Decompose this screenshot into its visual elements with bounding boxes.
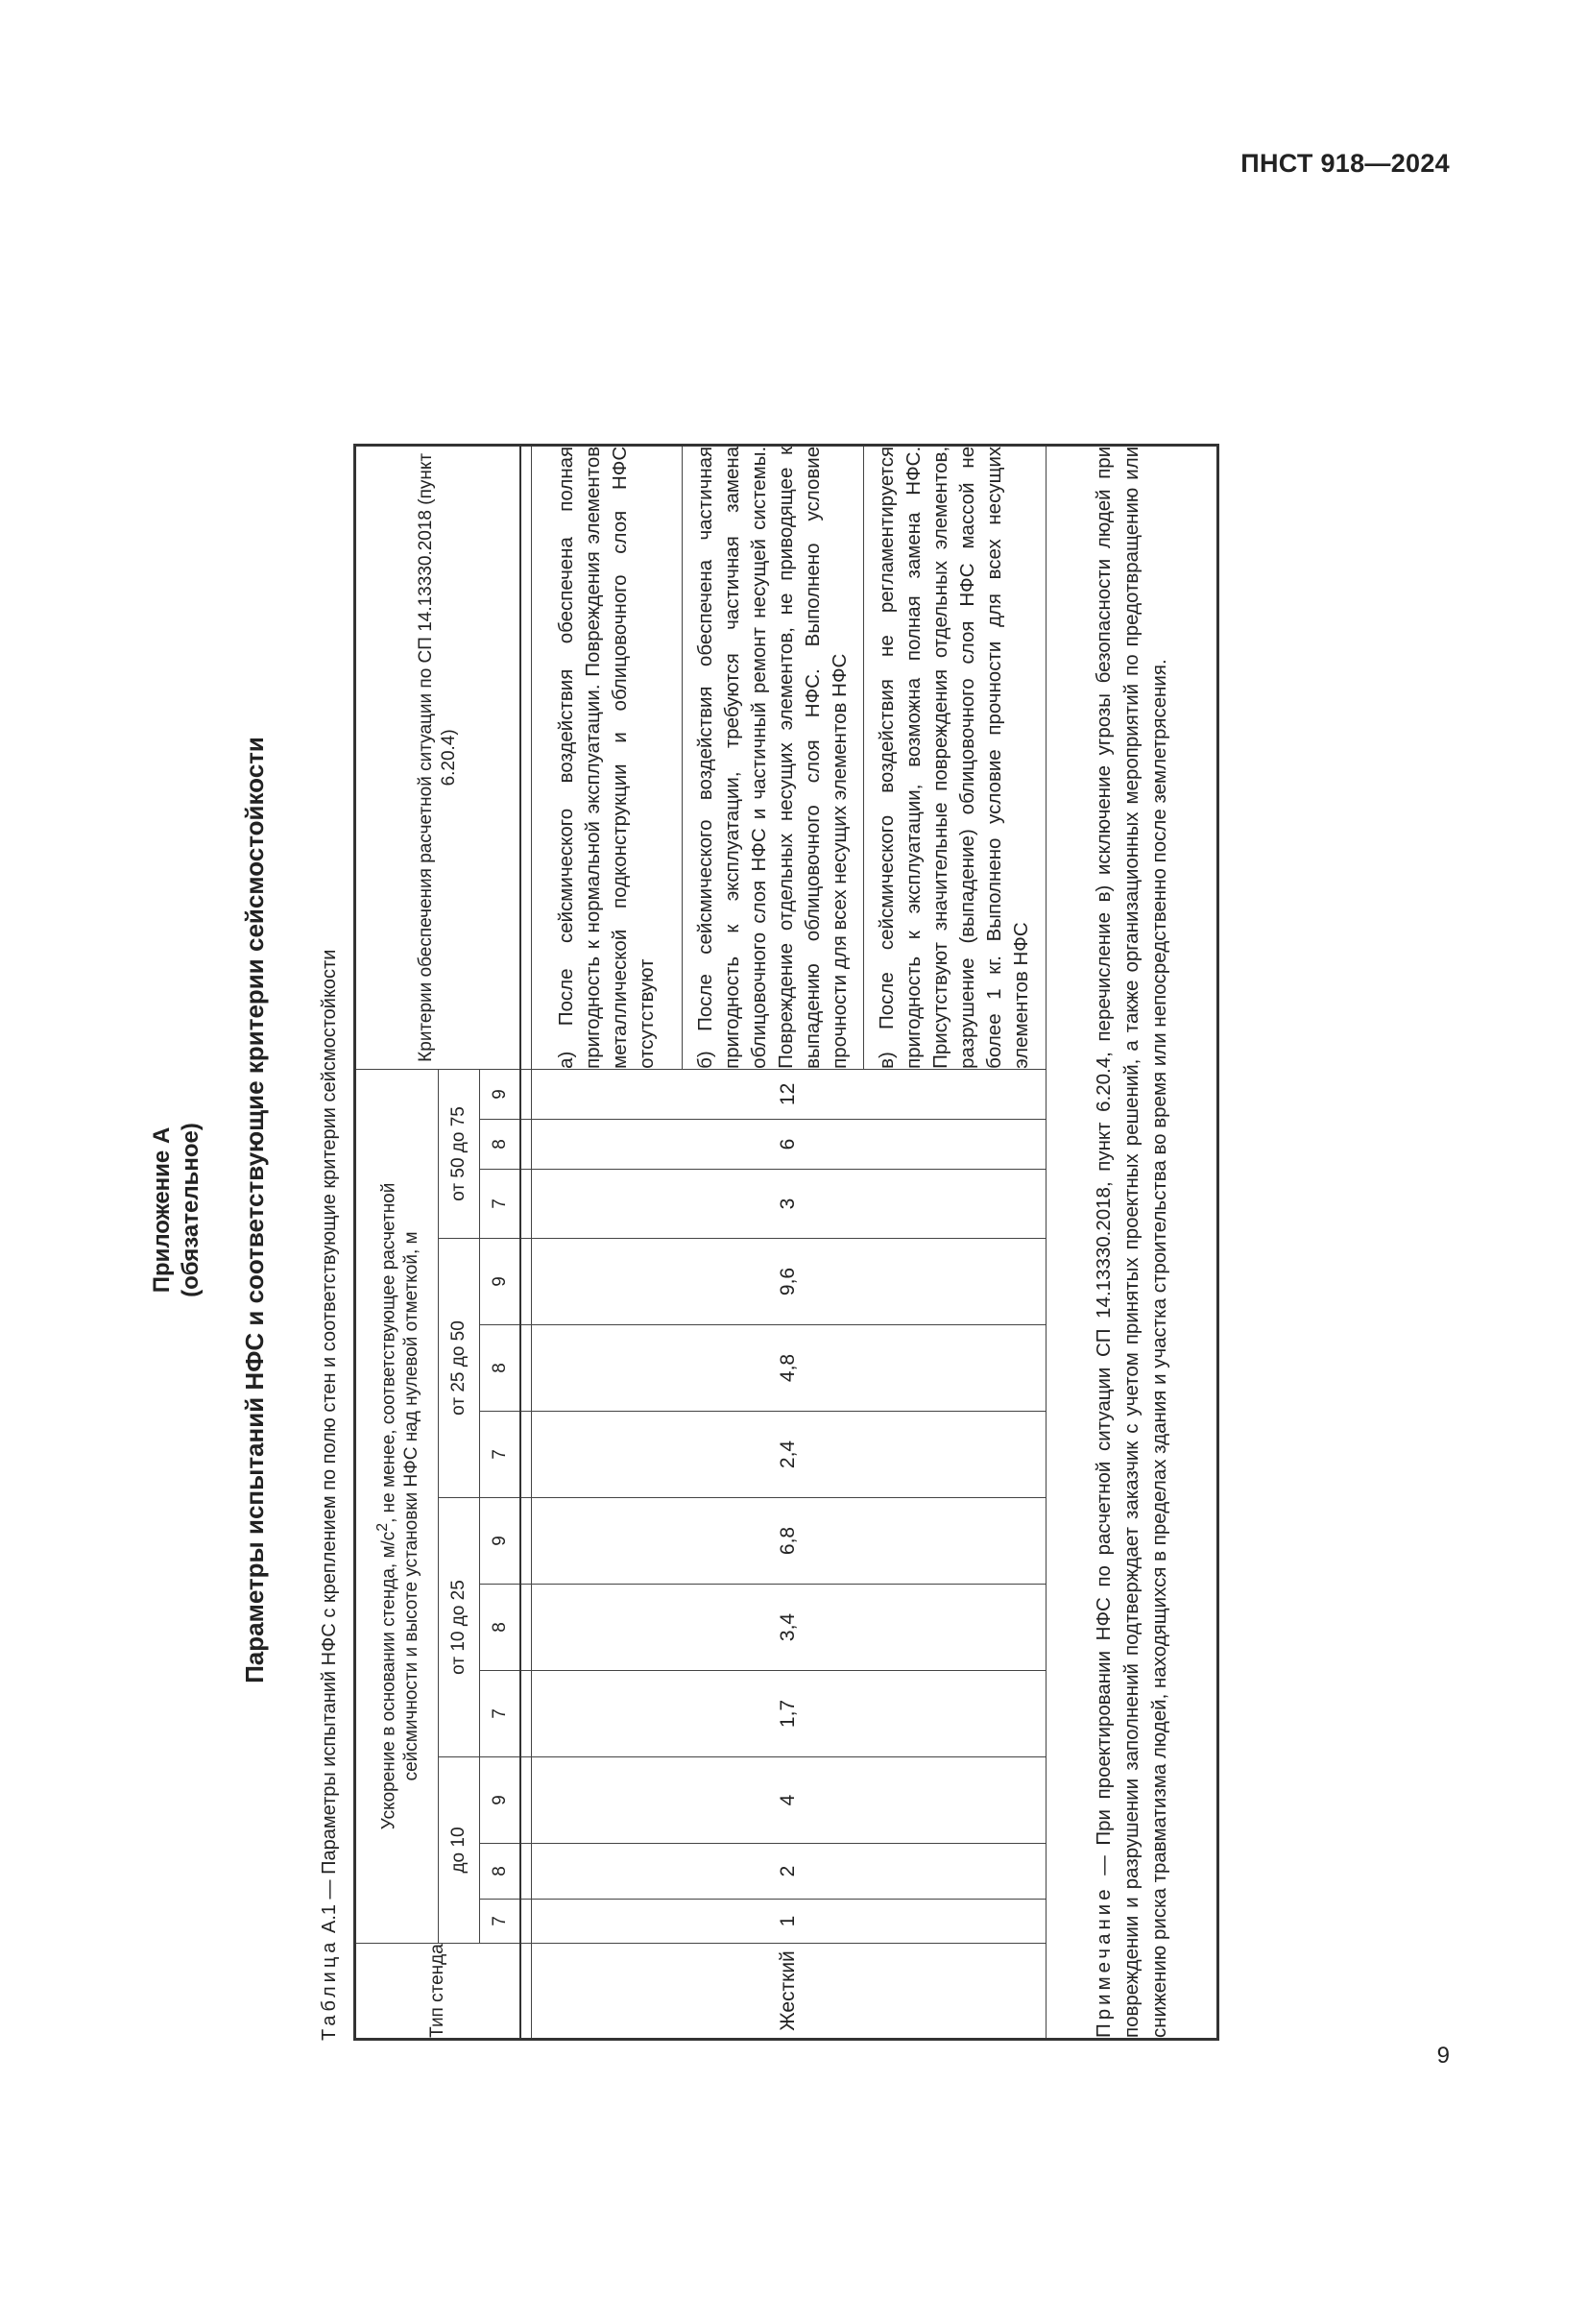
intensity-label: 9 [480, 1757, 521, 1844]
stand-type-cell: Жесткий [531, 1944, 1046, 2040]
intensity-label: 9 [480, 1239, 521, 1325]
table-note [1046, 445, 1217, 2039]
caption-prefix: Таблица [319, 1938, 340, 2041]
header-stand-type: Тип стенда [355, 1944, 521, 2040]
intensity-label: 7 [480, 1900, 521, 1944]
caption-text: А.1 — Параметры испытаний НФС с креплением по полю стен и соответствующие критерии сейсмостойкости [319, 949, 340, 1934]
acceleration-value: 6 [531, 1120, 1046, 1170]
page-number: 9 [1436, 2043, 1450, 2069]
acceleration-value: 2,4 [531, 1412, 1046, 1498]
acceleration-value: 1 [531, 1900, 1046, 1944]
note-text: — При проектировании НФС по расчетной ситуации СП 14.13330.2018, пункт 6.20.4, перечисление в) исключение угрозы безопасности людей при повреждении и разрушении заполнений подтверждает заказчик с учетом принятых проектных решений, а также организационных мероприятий по предотвращению или снижению риска травматизма людей, находящихся в пределах здания и участка строительства во время или непосредственно после землетрясения. [1092, 446, 1170, 2038]
acceleration-value: 1,7 [531, 1671, 1046, 1757]
acceleration-value: 4 [531, 1757, 1046, 1844]
criterion-c: в) После сейсмического воздействия не регламентируется пригодность к эксплуатации, возможна полная замена НФС. Присутствуют значительные повреждения отдельных элементов, разрушение (выпадение) облицовочного слоя НФС массой не более 1 кг. Выполнено условие прочности для всех несущих элементов НФС [864, 445, 1046, 1069]
height-group: до 10 [439, 1757, 480, 1944]
header-acceleration [355, 1069, 439, 1943]
height-group: от 25 до 50 [439, 1239, 480, 1498]
appendix-label: Приложение А [149, 1126, 175, 1294]
section-title: Параметры испытаний НФС и соответствующие критерии сейсмостойкости [240, 737, 269, 1683]
criterion-a: а) После сейсмического воздействия обеспечена полная пригодность к нормальной эксплуатации. Повреждения элементов металлической подконструкции и облицовочного слоя НФС отсутствуют [531, 445, 682, 1069]
intensity-label: 9 [480, 1069, 521, 1119]
acceleration-value: 12 [531, 1069, 1046, 1119]
acceleration-value: 6,8 [531, 1498, 1046, 1585]
intensity-label: 7 [480, 1671, 521, 1757]
header-accel-sup: 2 [373, 1522, 391, 1532]
appendix-status: (обязательное) [178, 1123, 204, 1297]
header-accel-part2: , не менее, соответствующее расчетной [377, 1182, 398, 1523]
rotated-content [96, 96, 1344, 2324]
appendix-heading [148, 96, 205, 2324]
acceleration-value: 4,8 [531, 1325, 1046, 1412]
acceleration-value: 3,4 [531, 1585, 1046, 1671]
note-label: Примечание [1092, 1885, 1115, 2038]
acceleration-value: 2 [531, 1844, 1046, 1900]
header-accel-line2: сейсмичности и высоте установки НФС над нулевой отметкой, м [400, 1231, 421, 1781]
height-group: от 50 до 75 [439, 1069, 480, 1238]
document-code: ПНСТ 918—2024 [1240, 149, 1450, 178]
header-accel-part1: Ускорение в основании стенда, м/с [377, 1531, 398, 1830]
acceleration-value: 9,6 [531, 1239, 1046, 1325]
intensity-label: 8 [480, 1844, 521, 1900]
intensity-label: 7 [480, 1170, 521, 1239]
test-parameters-table [353, 444, 1219, 2041]
intensity-label: 8 [480, 1325, 521, 1412]
intensity-label: 8 [480, 1585, 521, 1671]
intensity-label: 7 [480, 1412, 521, 1498]
intensity-label: 8 [480, 1120, 521, 1170]
acceleration-value: 3 [531, 1170, 1046, 1239]
criterion-b: б) После сейсмического воздействия обеспечена частичная пригодность к эксплуатации, требуются частичная замена облицовочного слоя НФС и частичный ремонт несущей системы. Повреждение отдельных несущих элементов, не приводящее к выпадению облицовочного слоя НФС. Выполнено условие прочности для всех несущих элементов НФС [682, 445, 863, 1069]
height-group: от 10 до 25 [439, 1498, 480, 1757]
intensity-label: 9 [480, 1498, 521, 1585]
header-criteria: Критерии обеспечения расчетной ситуации по СП 14.13330.2018 (пункт 6.20.4) [355, 445, 521, 1069]
table-caption [319, 216, 341, 2041]
